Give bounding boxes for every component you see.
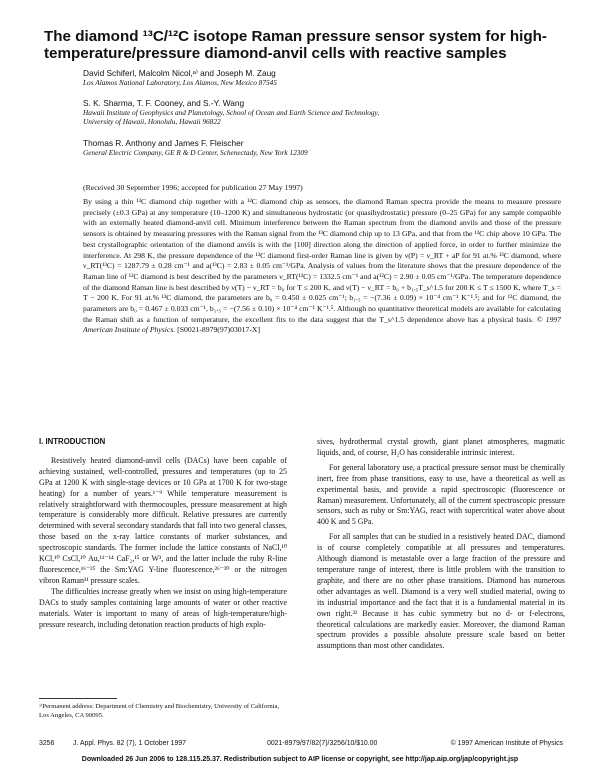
- page-footer: [39, 740, 563, 752]
- footer-copyright: © 1997 American Institute of Physics: [450, 740, 563, 747]
- author-names: Thomas R. Anthony and James F. Fleischer: [83, 138, 244, 148]
- author-affiliation: Los Alamos National Laboratory, Los Alamos, New Mexico 87545: [83, 78, 277, 87]
- article-title: [44, 28, 564, 62]
- left-column: [39, 437, 287, 630]
- author-names: David Schiferl, Malcolm Nicol,ᵃ⁾ and Joseph M. Zaug: [83, 68, 276, 78]
- abstract-pii: [S0021-8979(97)03017-X]: [177, 325, 260, 335]
- download-notice: Downloaded 26 Jun 2006 to 128.115.25.37. Redistribution subject to AIP license or copyright, see http://jap.aip.org/jap/copyright.jsp: [81, 756, 519, 763]
- author-names: S. K. Sharma, T. F. Cooney, and S.-Y. Wang: [83, 98, 245, 108]
- abstract-copyright: © 1997 American Institute of Physics.: [83, 314, 561, 335]
- article-code: 0021-8979/97/82(7)/3256/10/$10.00: [267, 740, 378, 747]
- footnote-text: ᵃ⁾Permanent address: Department of Chemistry and Biochemistry, University of California, Los Angeles, CA 90095.: [39, 703, 280, 719]
- abstract-text: By using a thin ¹³C diamond chip together with a ¹²C diamond chip as sensors, the diamond Raman spectra provide the means to measure pressure precisely (±0.3 GPa) at any temperature (10–1200 K) and simultaneous hydrostatic (or quasihydrostatic) pressure (0–25 GPa) for any sample compatible with an externally heated diamond-anvil cell. Minimum interference between the Raman spectrum from the diamond anvils and those of the pressure sensors is obtained by measuring pressures with the Raman signal from the ¹³C diamond chip up to 13 GPa, and that from the ¹²C chip above 10 GPa. The best crystallographic orientation of the diamond anvils is with the [100] direction along the direction of applied force, in order to further minimize the interference. At 298 K, the pressure dependence of the ¹³C diamond first-order Raman line is given by ν(P) = ν_RT + aP for 91 at.% ¹³C diamond, where ν_RT(¹³C) = 1287.79 ± 0.28 cm⁻¹ and a(¹³C) = 2.83 ± 0.05 cm⁻¹/GPa. Analysis of values from the literature shows that the pressure dependence of the Raman line of ¹²C diamond is best described by the parameters ν_RT(¹²C) = 1332.5 cm⁻¹ and a(¹²C) = 2.90 ± 0.05 cm⁻¹/GPa. The temperature dependence of the diamond Raman line is best described by ν(T) − ν_RT = b₀ for T ≤ 200 K, and ν(T) − ν_RT = b₀ + b₁.₅T_s^1.5 for 200 K ≤ T ≤ 1500 K, where T_s = T − 200 K. For 91 at.% ¹³C diamond, the parameters are b₀ = 0.450 ± 0.025 cm⁻¹; b₁.₅ = −(7.36 ± 0.09) × 10⁻⁴ cm⁻¹ K⁻¹.⁵; and for ¹²C diamond, the parameters are b₀ = 0.467 ± 0.033 cm⁻¹, b₁.₅ = −(7.56 ± 0.10) × 10⁻⁴ cm⁻¹ K⁻¹.⁵. Although no quantitative theoretical models are available for calculating the Raman shift as a function of temperature, the excellent fits to the data suggest that the T_s^1.5 dependence above has a physical basis.: [83, 197, 561, 324]
- page-number: 3256: [39, 740, 55, 747]
- footnote-rule: [39, 698, 117, 699]
- author-affiliation: University of Hawaii, Honolulu, Hawaii 96822: [83, 117, 221, 126]
- author-block-3: [83, 138, 563, 157]
- body-paragraph: sives, hydrothermal crystal growth, giant planet atmospheres, magmatic liquids, and, of course, H₂O has considerable intrinsic interest.: [317, 437, 565, 457]
- right-column: [317, 437, 565, 652]
- title-line-2: temperature/pressure diamond-anvil cells with reactive samples: [44, 45, 507, 62]
- title-line-1: The diamond ¹³C/¹²C isotope Raman pressure sensor system for high-: [44, 28, 547, 45]
- body-paragraph: The difficulties increase greatly when we insist on using high-temperature DACs to study samples containing large amounts of water or other reactive materials. Water is important to many of areas of high-temperature/high-pressure research, including detonation reaction products of high explo-: [39, 586, 287, 629]
- body-paragraph: For general laboratory use, a practical pressure sensor must be chemically inert, free from phase transitions, easy to use, have a theoretical as well as experimental basis, and provide a rapid spectroscopic (fluorescence or Raman) measurement. Unfortunately, all of the current spectroscopic pressure sensors, such as ruby or Sm:YAG, react with supercritical water above about 400 K and 5 GPa.: [317, 462, 565, 527]
- author-affiliation: Hawaii Institute of Geophysics and Planetology, School of Ocean and Earth Science and Technology,: [83, 108, 380, 117]
- author-block-1: [83, 68, 563, 87]
- body-paragraph: For all samples that can be studied in a resistively heated DAC, diamond is of course completely compatible at all pressures and temperatures. Although diamond is metastable over a large fraction of the pressure and temperature range of interest, there is little problem with the transition to graphite, and there are no other phase transitions. Diamond has numerous other advantages as well. Diamond is a very well studied material, owing to its industrial importance and the fact that it is a fundamental material in its own right.³² Because it has cubic symmetry but no d- or f-electrons, theoretical calculations are markedly easier. Moreover, the diamond Raman spectrum provides a possible absolute pressure scale based on better assumptions than most other candidates.: [317, 532, 565, 651]
- footnote: [39, 703, 287, 720]
- body-paragraph: Resistively heated diamond-anvil cells (DACs) have been capable of achieving sustained, well-controlled, pressures and temperatures (up to 25 GPa at 1200 K with single-stage devices or 10 GPa at 1700 K for two-stage heating) for a number of years.¹⁻⁹ While temperature measurement is relatively straightforward with thermocouples, pressure measurement at high temperature is considerably more difficult. Relative pressures are currently determined with several secondary standards that fall into two general classes, those based on the x-ray lattice constants of marker substances, and spectroscopic standards. The former include the lattice constants of NaCl,¹⁰ KCl,¹⁰ CsCl,¹⁰ Au,¹¹⁻¹⁴ CaF₂,¹⁵ or W³, and the latter include the ruby R-line fluorescence,¹⁶⁻²⁵ the Sm:YAG Y-line fluorescence,²⁶⁻³⁰ or the nitrogen vibron Raman³¹ pressure scales.: [39, 455, 287, 585]
- received-dates: (Received 30 September 1996; accepted for publication 27 May 1997): [83, 183, 303, 192]
- author-affiliation: General Electric Company, GE R & D Center, Schenectady, New York 12309: [83, 148, 308, 157]
- abstract: [83, 197, 561, 336]
- journal-citation: J. Appl. Phys. 82 (7), 1 October 1997: [73, 740, 186, 747]
- section-heading: I. INTRODUCTION: [39, 437, 106, 446]
- author-block-2: [83, 98, 563, 126]
